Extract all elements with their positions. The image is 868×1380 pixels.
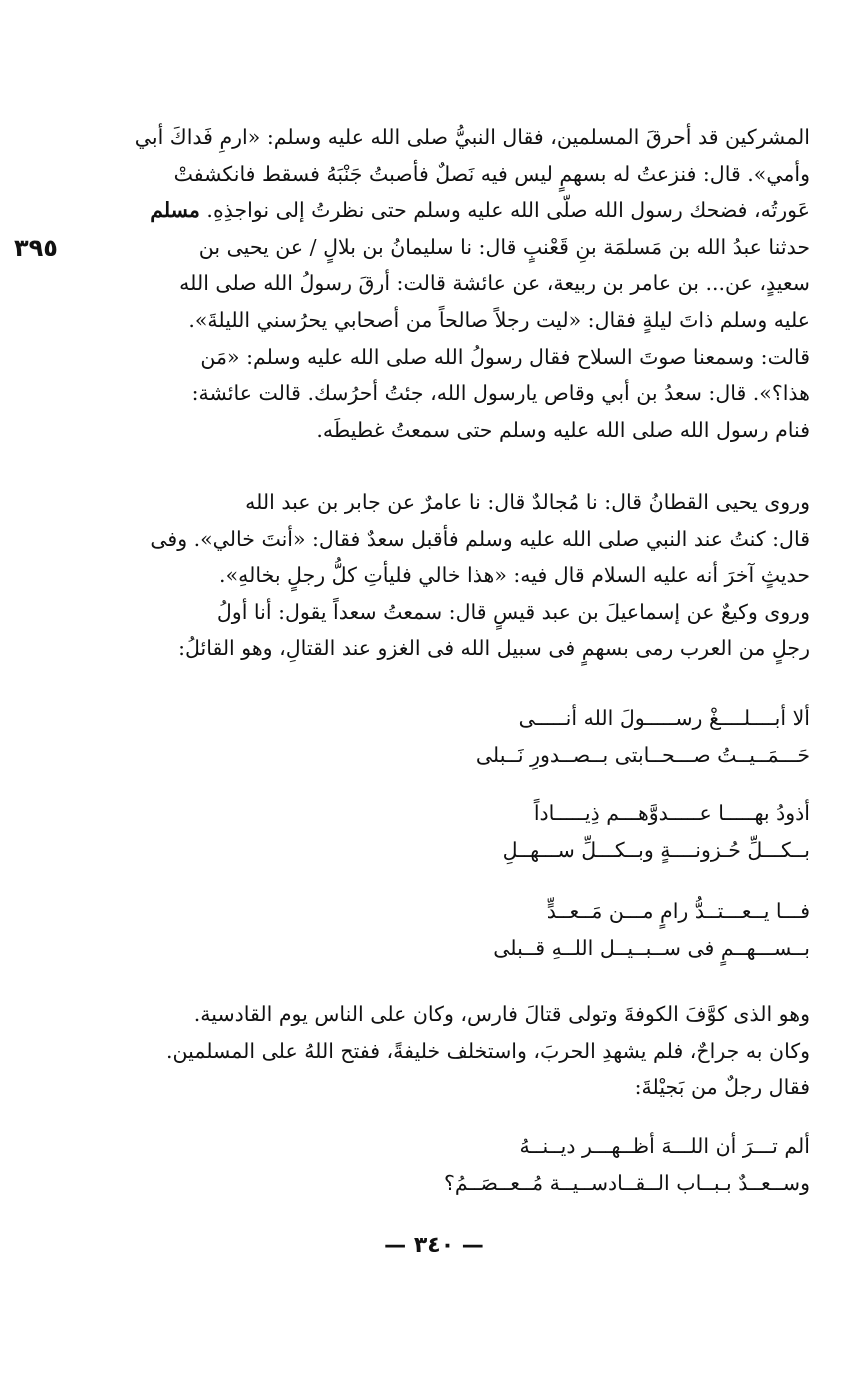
text-line: حدثنا عبدُ الله بن مَسلمَة بنِ قَعْنبٍ قال: نا سليمانُ بن بلالٍ / عن يحيى بن	[198, 234, 810, 259]
text-line: سعيدٍ، عن... بن عامر بن ربيعة، عن عائشة قالت: أرقَ رسولُ الله صلى الله	[179, 271, 810, 296]
poem-couplet	[104, 795, 810, 869]
text-line	[104, 192, 810, 229]
text-line: المشركين قد أحرقَ المسلمين، فقال النبيُّ صلى الله عليه وسلم: «ارمِ فَداكَ أبي	[134, 125, 810, 149]
verse-first-hemistich: فـــا يــعـــتــدُّ رامٍ مـــن مَــعــدٍّ	[546, 899, 810, 923]
verse-second-hemistich: حَـــمَــيــتُ صـــحــابتى بــصــدورِ نَــبلى	[475, 743, 810, 767]
text-line: وهو الذى كوَّفَ الكوفةَ وتولى قتالَ فارس، وكان على الناس يوم القادسية.	[193, 1002, 810, 1026]
text-line: عليه وسلم ذاتَ ليلةٍ فقال: «ليت رجلاً صالحاً من أصحابي يحرُسني الليلةَ».	[188, 307, 810, 332]
text-line: قال: كنتُ عند النبي صلى الله عليه وسلم فأقبل سعدٌ فقال: «أنتَ خالي». وفى	[150, 526, 810, 551]
text-line: وروى وكيعٌ عن إسماعيلَ بن عبد قيسٍ قال: سمعتُ سعداً يقول: أنا أولُ	[216, 599, 810, 624]
text-line: وأمي». قال: فنزعتُ له بسهمٍ ليس فيه نَصلٌ فأصبتُ جَنْبَهُ فسقط فانكشفتْ	[173, 161, 810, 186]
text-line-body: عَورتُه، فضحك رسول الله صلّى الله عليه وسلم حتى نظرتُ إلى نواجذِهِ.	[206, 198, 810, 223]
hadith-number: ٣٩٥	[14, 234, 58, 262]
text-line: هذا؟». قال: سعدُ بن أبي وقاص يارسول الله، جئتُ أحرُسك. قالت عائشة:	[191, 381, 810, 406]
verse-first-hemistich: ألم تـــرَ أن اللـــهَ أظــهـــر ديــنــهُ	[519, 1134, 810, 1158]
text-line: حديثٍ آخرَ أنه عليه السلام قال فيه: «هذا خالي فليأتِ كلُّ رجلٍ بخالهِ».	[219, 563, 810, 588]
text-line: وكان به جراحٌ، فلم يشهدِ الحربَ، واستخلف خليفةً، ففتح اللهُ على المسلمين.	[166, 1038, 810, 1063]
text-line: فنام رسول الله صلى الله عليه وسلم حتى سمعتُ غطيطَه.	[316, 417, 810, 442]
verse-second-hemistich: وســعــدٌ بـبــاب الــقــادســيــة مُــعــصَــمُ؟	[443, 1171, 810, 1195]
poem-couplet	[104, 1128, 810, 1202]
text-line: وروى يحيى القطانُ قال: نا مُجالدٌ قال: نا عامرٌ عن جابر بن عبد الله	[245, 490, 810, 514]
verse-first-hemistich: أذودُ بهـــــا عـــــدوَّهـــم ذِيـــــاداً	[533, 801, 810, 825]
paragraph-section-b	[104, 484, 810, 667]
text-line: قالت: وسمعنا صوتَ السلاح فقال رسولُ الله صلى الله عليه وسلم: «مَن	[200, 344, 810, 369]
paragraph-section-a	[104, 119, 810, 448]
text-line: فقال رجلٌ من بَجيْلةَ:	[634, 1075, 810, 1100]
page-number: — ٣٤٠ —	[384, 1233, 484, 1258]
poem-couplet	[104, 893, 810, 967]
text-line: رجلٍ من العرب رمى بسهمٍ فى سبيل الله فى الغزو عند القتالِ، وهو القائلُ:	[178, 636, 810, 661]
paragraph-section-c	[104, 996, 810, 1106]
verse-first-hemistich: ألا أبــــلــــغْ رســـــولَ الله أنـــــى	[518, 706, 810, 730]
source-label-muslim: مسلم	[150, 198, 200, 223]
verse-second-hemistich: بــســـهــمٍ فى ســبــيــل اللــهِ قــبلى	[493, 936, 810, 960]
verse-second-hemistich: بــكـــلِّ حُـزونــــةٍ وبــكـــلِّ ســـهــلِ	[502, 838, 810, 862]
poem-couplet	[104, 700, 810, 774]
